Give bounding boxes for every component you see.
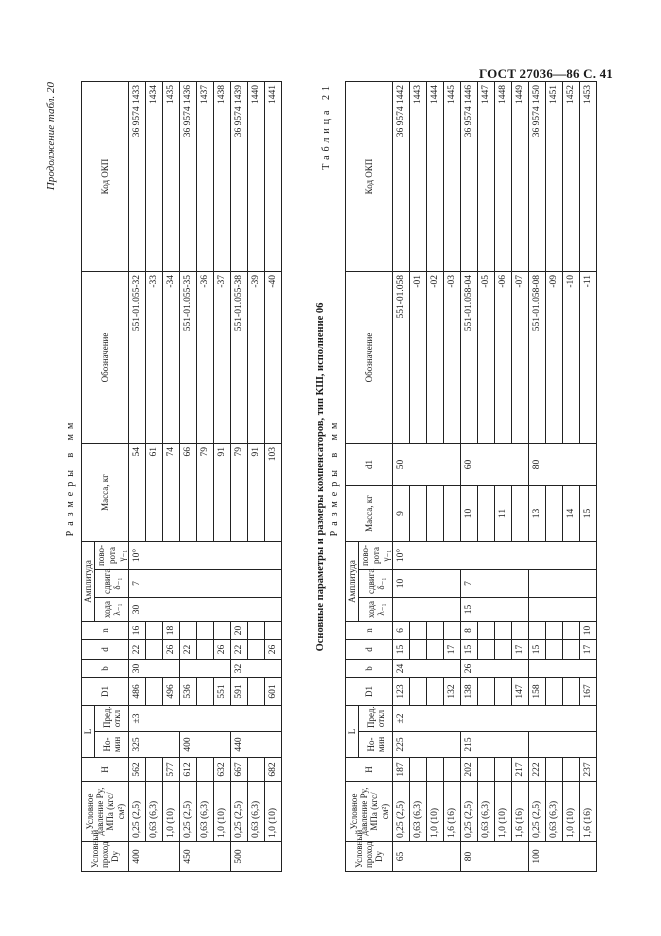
l-pred-cell: ±3 [129, 706, 282, 732]
py-cell: 0,25 (2,5) [180, 782, 197, 842]
d1-cell: 496 [163, 678, 180, 706]
col-pred: Пред. откл [95, 706, 129, 732]
amp-sdv-cell: 10 [393, 570, 461, 598]
py-cell: 0,25 (2,5) [129, 782, 146, 842]
mass-cell: 91 [248, 444, 265, 542]
d-cell: 26 [163, 640, 180, 660]
mass-cell [427, 486, 444, 542]
d-cell [478, 640, 495, 660]
n-cell: 20 [231, 622, 248, 640]
n-cell: 10 [580, 622, 597, 640]
n-cell [214, 622, 231, 640]
l-nom-cell [529, 732, 597, 758]
obozn-cell: -11 [580, 272, 597, 444]
okp-cell: 1434 [146, 82, 163, 272]
h-cell: 217 [512, 758, 529, 782]
okp-cell: 36 9574 1439 [231, 82, 248, 272]
h-cell: 562 [129, 758, 146, 782]
py-cell: 0,63 (6,3) [410, 782, 427, 842]
col-amp: Амплитуда [346, 542, 359, 622]
col-b: b [82, 660, 129, 678]
mass-cell: 79 [231, 444, 248, 542]
col-pred: Пред. откл [359, 706, 393, 732]
d-cell: 17 [444, 640, 461, 660]
col-py: Условное давление Pу, МПа (кгс/см²) [82, 782, 129, 842]
mass-cell: 11 [495, 486, 512, 542]
n-cell [529, 622, 546, 640]
d-cell: 22 [231, 640, 248, 660]
col-nom: Но-мин [359, 732, 393, 758]
l-nom-cell: 215 [461, 732, 529, 758]
obozn-cell: -33 [146, 272, 163, 444]
py-cell: 1,0 (10) [214, 782, 231, 842]
py-cell: 1,0 (10) [265, 782, 282, 842]
l-nom-cell: 225 [393, 732, 461, 758]
n-cell: 18 [163, 622, 180, 640]
n-cell [444, 622, 461, 640]
py-cell: 0,63 (6,3) [146, 782, 163, 842]
mass-cell [478, 486, 495, 542]
b-cell [529, 660, 597, 678]
py-cell: 0,25 (2,5) [461, 782, 478, 842]
d-cell [146, 640, 163, 660]
h-cell [248, 758, 265, 782]
h-cell [197, 758, 214, 782]
l-nom-cell: 440 [231, 732, 282, 758]
d-cell: 15 [461, 640, 478, 660]
table-row [529, 82, 546, 872]
n-cell [248, 622, 265, 640]
col-h: H [346, 758, 393, 782]
h-cell [495, 758, 512, 782]
d1-cell: 167 [580, 678, 597, 706]
obozn-cell: -10 [563, 272, 580, 444]
d-cell [546, 640, 563, 660]
mass-cell: 91 [214, 444, 231, 542]
d1-cell: 132 [444, 678, 461, 706]
small-d1-cell: 50 [393, 444, 461, 486]
col-pov: пово-рота γ₋₁ [359, 542, 393, 570]
obozn-cell: -09 [546, 272, 563, 444]
b-cell: 30 [129, 660, 180, 678]
b-cell [180, 660, 231, 678]
amp-hod-cell [393, 598, 461, 622]
mass-cell: 74 [163, 444, 180, 542]
col-n: n [346, 622, 393, 640]
obozn-cell: 551-01.058 [393, 272, 410, 444]
col-dy: Условный проход Dу [82, 842, 129, 872]
obozn-cell: 551-01.055-35 [180, 272, 197, 444]
obozn-cell: -05 [478, 272, 495, 444]
obozn-cell: -37 [214, 272, 231, 444]
n-cell [180, 622, 197, 640]
table-row [231, 82, 248, 872]
dy-cell: 65 [393, 842, 461, 872]
obozn-cell: -02 [427, 272, 444, 444]
n-cell [146, 622, 163, 640]
col-d: d [82, 640, 129, 660]
d1-cell: 147 [512, 678, 529, 706]
col-okp: Код ОКП [346, 82, 393, 272]
small-d1-cell: 80 [529, 444, 597, 486]
obozn-cell: -07 [512, 272, 529, 444]
h-cell [563, 758, 580, 782]
h-cell: 222 [529, 758, 546, 782]
l-pred-cell: ±2 [393, 706, 597, 732]
table-row [180, 82, 197, 872]
mass-cell: 61 [146, 444, 163, 542]
dy-cell: 80 [461, 842, 529, 872]
okp-cell: 1451 [546, 82, 563, 272]
continuation-label: Продолжение табл. 20 [45, 82, 57, 191]
h-cell [427, 758, 444, 782]
d-cell [495, 640, 512, 660]
okp-cell: 36 9574 1433 [129, 82, 146, 272]
b-cell: 24 [393, 660, 461, 678]
d1-cell [427, 678, 444, 706]
col-d: d [346, 640, 393, 660]
obozn-cell: 551-01.058-08 [529, 272, 546, 444]
py-cell: 0,25 (2,5) [393, 782, 410, 842]
d1-cell: 591 [231, 678, 248, 706]
d1-cell [197, 678, 214, 706]
mass-cell [410, 486, 427, 542]
l-nom-cell: 400 [180, 732, 231, 758]
table-label: Таблица 21 [321, 82, 332, 170]
mass-cell [512, 486, 529, 542]
col-nom: Но-мин [95, 732, 129, 758]
mass-cell: 9 [393, 486, 410, 542]
d1-cell: 601 [265, 678, 282, 706]
col-h: H [82, 758, 129, 782]
d-cell [248, 640, 265, 660]
n-cell [197, 622, 214, 640]
col-mass: Масса, кг [82, 444, 129, 542]
amp-sdv-cell: 7 [461, 570, 529, 598]
obozn-cell: -36 [197, 272, 214, 444]
d1-cell: 138 [461, 678, 478, 706]
rotated-content [45, 82, 605, 872]
d-cell [427, 640, 444, 660]
d-cell: 22 [180, 640, 197, 660]
okp-cell: 1447 [478, 82, 495, 272]
d1-cell [410, 678, 427, 706]
l-nom-cell: 325 [129, 732, 180, 758]
h-cell: 237 [580, 758, 597, 782]
py-cell: 0,25 (2,5) [529, 782, 546, 842]
obozn-cell: 551-01.055-32 [129, 272, 146, 444]
col-obozn: Обозначение [82, 272, 129, 444]
amp-hod-cell: 30 [129, 598, 282, 622]
table-row [461, 82, 478, 872]
small-d1-cell: 60 [461, 444, 529, 486]
mass-cell: 10 [461, 486, 478, 542]
obozn-cell: -06 [495, 272, 512, 444]
py-cell: 0,63 (6,3) [546, 782, 563, 842]
d1-cell [546, 678, 563, 706]
mass-cell: 13 [529, 486, 546, 542]
col-l: L [82, 706, 95, 758]
mass-cell: 66 [180, 444, 197, 542]
h-cell [546, 758, 563, 782]
b-cell: 26 [461, 660, 529, 678]
amp-pov-cell: 10° [129, 542, 282, 570]
okp-cell: 1440 [248, 82, 265, 272]
d-cell [410, 640, 427, 660]
h-cell: 632 [214, 758, 231, 782]
mass-cell: 103 [265, 444, 282, 542]
n-cell [563, 622, 580, 640]
py-cell: 1,0 (10) [163, 782, 180, 842]
okp-cell: 36 9574 1436 [180, 82, 197, 272]
obozn-cell: -39 [248, 272, 265, 444]
n-cell: 16 [129, 622, 146, 640]
d1-cell [563, 678, 580, 706]
col-l: L [346, 706, 359, 758]
table-row [129, 82, 146, 872]
n-cell [546, 622, 563, 640]
obozn-cell: 551-01.058-04 [461, 272, 478, 444]
col-small-d1: d1 [346, 444, 393, 486]
okp-cell: 1438 [214, 82, 231, 272]
table-row [393, 82, 410, 872]
py-cell: 0,63 (6,3) [478, 782, 495, 842]
col-okp: Код ОКП [82, 82, 129, 272]
d-cell: 15 [529, 640, 546, 660]
h-cell [478, 758, 495, 782]
sizes-label-2: Размеры в мм [329, 417, 340, 537]
d1-cell: 536 [180, 678, 197, 706]
okp-cell: 36 9574 1446 [461, 82, 478, 272]
col-dy: Условный проход Dу [346, 842, 393, 872]
py-cell: 0,25 (2,5) [231, 782, 248, 842]
h-cell: 187 [393, 758, 410, 782]
col-hod: хода λ₋₁ [95, 598, 129, 622]
dy-cell: 100 [529, 842, 597, 872]
col-d1: D1 [82, 678, 129, 706]
amp-pov-cell: 10° [393, 542, 597, 570]
okp-cell: 1452 [563, 82, 580, 272]
okp-cell: 1448 [495, 82, 512, 272]
col-d1: D1 [346, 678, 393, 706]
table-21 [345, 81, 597, 872]
mass-cell: 79 [197, 444, 214, 542]
py-cell: 1,6 (16) [512, 782, 529, 842]
py-cell: 1,6 (16) [444, 782, 461, 842]
okp-cell: 1449 [512, 82, 529, 272]
mass-cell: 15 [580, 486, 597, 542]
h-cell: 577 [163, 758, 180, 782]
col-obozn: Обозначение [346, 272, 393, 444]
col-amp: Амплитуда [82, 542, 95, 622]
table-title: Основные параметры и размеры компенсаторов, тип КШ, исполнение 06 [315, 302, 326, 652]
h-cell [444, 758, 461, 782]
py-cell: 1,0 (10) [563, 782, 580, 842]
dy-cell: 450 [180, 842, 231, 872]
amp-sdv-cell: 7 [129, 570, 282, 598]
d-cell: 17 [512, 640, 529, 660]
obozn-cell: -01 [410, 272, 427, 444]
col-sdv: сдвига δ₋₁ [95, 570, 129, 598]
d1-cell: 158 [529, 678, 546, 706]
d-cell: 22 [129, 640, 146, 660]
mass-cell: 14 [563, 486, 580, 542]
d-cell: 17 [580, 640, 597, 660]
amp-sdv-cell [529, 570, 597, 598]
okp-cell: 1441 [265, 82, 282, 272]
mass-cell [444, 486, 461, 542]
d-cell: 26 [214, 640, 231, 660]
okp-cell: 1435 [163, 82, 180, 272]
d1-cell [146, 678, 163, 706]
py-cell: 1,0 (10) [427, 782, 444, 842]
py-cell: 0,63 (6,3) [248, 782, 265, 842]
okp-cell: 36 9574 1442 [393, 82, 410, 272]
obozn-cell: 551-01.055-38 [231, 272, 248, 444]
col-n: n [82, 622, 129, 640]
d1-cell [248, 678, 265, 706]
n-cell [265, 622, 282, 640]
dy-cell: 500 [231, 842, 282, 872]
okp-cell: 1443 [410, 82, 427, 272]
table-20 [81, 81, 282, 872]
okp-cell: 1453 [580, 82, 597, 272]
okp-cell: 1437 [197, 82, 214, 272]
n-cell [495, 622, 512, 640]
h-cell: 202 [461, 758, 478, 782]
sizes-label-1: Размеры в мм [65, 417, 76, 537]
okp-cell: 1444 [427, 82, 444, 272]
h-cell: 667 [231, 758, 248, 782]
col-sdv: сдвига δ₋₁ [359, 570, 393, 598]
n-cell: 8 [461, 622, 478, 640]
col-pov: пово-рота γ₋₁ [95, 542, 129, 570]
col-mass: Масса, кг [346, 486, 393, 542]
okp-cell: 1445 [444, 82, 461, 272]
n-cell [410, 622, 427, 640]
n-cell: 6 [393, 622, 410, 640]
mass-cell: 54 [129, 444, 146, 542]
d1-cell [478, 678, 495, 706]
okp-cell: 36 9574 1450 [529, 82, 546, 272]
d1-cell: 551 [214, 678, 231, 706]
d1-cell: 486 [129, 678, 146, 706]
d-cell [197, 640, 214, 660]
py-cell: 0,63 (6,3) [197, 782, 214, 842]
page-header: ГОСТ 27036—86 С. 41 [479, 66, 613, 81]
h-cell [410, 758, 427, 782]
obozn-cell: -40 [265, 272, 282, 444]
h-cell [146, 758, 163, 782]
n-cell [512, 622, 529, 640]
d-cell: 15 [393, 640, 410, 660]
d-cell [563, 640, 580, 660]
n-cell [427, 622, 444, 640]
d1-cell [495, 678, 512, 706]
n-cell [478, 622, 495, 640]
obozn-cell: -34 [163, 272, 180, 444]
b-cell: 32 [231, 660, 282, 678]
d-cell: 26 [265, 640, 282, 660]
d1-cell: 123 [393, 678, 410, 706]
py-cell: 1,0 (10) [495, 782, 512, 842]
amp-hod-cell [529, 598, 597, 622]
mass-cell [546, 486, 563, 542]
py-cell: 1,6 (16) [580, 782, 597, 842]
col-hod: хода λ₋₁ [359, 598, 393, 622]
dy-cell: 400 [129, 842, 180, 872]
col-b: b [346, 660, 393, 678]
obozn-cell: -03 [444, 272, 461, 444]
h-cell: 682 [265, 758, 282, 782]
amp-hod-cell: 15 [461, 598, 529, 622]
h-cell: 612 [180, 758, 197, 782]
col-py: Условное давление Pу, МПа (кгс/см²) [346, 782, 393, 842]
